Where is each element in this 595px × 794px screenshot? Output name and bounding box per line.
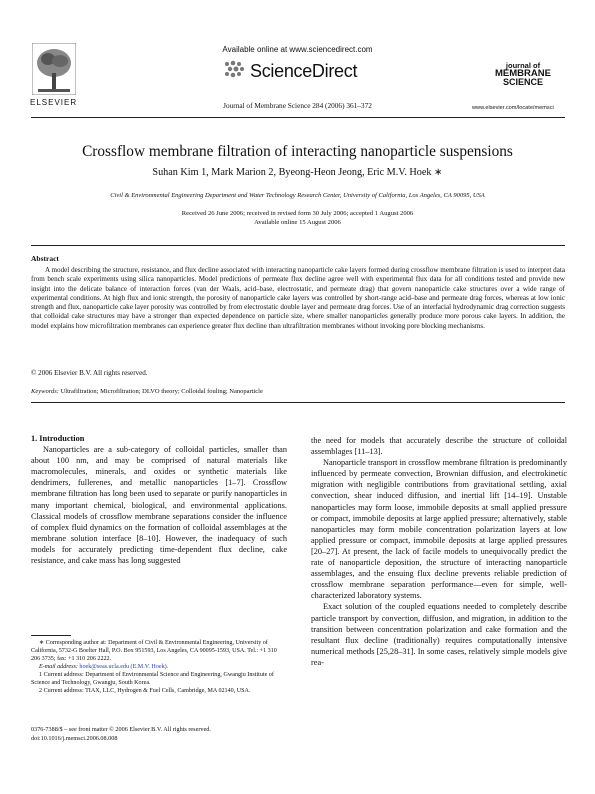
body-paragraph: Exact solution of the coupled equations needed to completely describe particle transport by convection, diffusion, and migration, in addition to the transition between concentration polarization and cake formation and the resultant flux decline (traditionally) requires computationally intensive numerical methods [25,28–31]. In some cases, relatively simple models give rea- [311,602,567,667]
journal-logo [481,62,565,86]
sciencedirect-wordmark: ScienceDirect [250,61,358,81]
article-title: Crossflow membrane filtration of interacting nanoparticle suspensions [82,143,513,160]
footnote-2: 2 Current address: TIAX, LLC, Hydrogen & Fuel Cells, Cambridge, MA 02140, USA. [39,688,251,694]
body-paragraph: Nanoparticles are a sub-category of colloidal particles, smaller than about 100 nm, and may be comprised of natural materials like macromolecules, minerals, and oxides or synthetic materials like dendrimers, fullerenes, and metallic nanoparticles [1–7]. Crossflow membrane filtration has long been used to separate or purify nanoparticles in many important chemical, biological, and environmental applications. Classical models of crossflow membrane separations consider the influence of complex fluid dynamics on the formation of colloidal assemblages at the membrane solution interface [8–10]. However, the inadequacy of such models for accurately predicting time-dependent flux decline, cake resistance, and cake mass has long suggested [31,445,287,566]
journal-logo-line: journal of [505,61,541,70]
keywords-label: Keywords: [31,388,59,395]
journal-logo-line: SCIENCE [502,77,543,87]
right-column [311,435,567,668]
footnote-corresponding: ∗ Corresponding author at: Department of Civil & Environmental Engineering, University of California, 5732-G Boelter Hall, P.O. Box 951593, Los Angeles, CA 90095-1593, USA. Tel.: +1 310 206 3735; fax: +1 310 206 2222. [31,640,277,662]
abstract-bottom-rule [31,402,565,403]
footnotes [31,639,287,695]
affiliation: Civil & Environmental Engineering Department and Water Technology Research Center, University of California, Los Angeles, CA 90095, USA [110,192,485,199]
email-label: E-mail address: [39,664,78,670]
header-rule [31,117,565,118]
keywords-list: Ultrafiltration; Microfiltration; DLVO theory; Colloidal fouling; Nanoparticle [60,388,263,395]
abstract-heading: Abstract [31,254,59,263]
body-paragraph: Nanoparticle transport in crossflow membrane filtration is predominantly influenced by permeate convection, Brownian diffusion, and electrokinetic migration with negligible contributions from gravitational settling, axial convection, shear induced diffusion, and inertial lift [14–19]. Unstable nanoparticles may form loose, immobile deposits at small applied pressure or compact, immobile deposits at large applied pressure; alternatively, stable nanoparticles may form mobile concentration polarization layers at low applied pressure or compact, immobile deposits at large applied pressures [20–27]. At present, the lack of facile models to unequivocally predict the rate of nanoparticle deposition, the structure of interacting nanoparticle assemblages, and the ensuing flux decline prevents reliable prediction of crossflow membrane separation performance—even for simple, well-characterized laboratory systems. [311,458,567,601]
section-heading: 1. Introduction [31,434,85,443]
email-link[interactable]: hoek@seas.ucla.edu (E.M.V. Hoek). [79,664,169,670]
footnote-rule [31,635,71,636]
received-dates: Received 26 June 2006; received in revised form 30 July 2006; accepted 1 August 2006 [181,210,414,217]
author-list: Suhan Kim 1, Mark Marion 2, Byeong-Heon Jeong, Eric M.V. Hoek ∗ [152,167,443,178]
available-online-text: Available online at www.sciencedirect.com [222,45,373,54]
footnote-email [31,663,287,671]
online-date: Available online 15 August 2006 [254,219,341,226]
footnote-1: 1 Current address: Department of Environmental Science and Engineering, Gwangju Institute of Science and Technology, Gwangju, South Korea. [31,672,274,686]
abstract-top-rule [31,245,565,246]
abstract-text: A model describing the structure, resistance, and flux decline associated with interacting nanoparticle cake layers formed during crossflow membrane filtration is used to interpret data from bench scale experiments using silica nanoparticles. Model predictions of permeate flux decline agree well with experimental flux data for all conditions tested and provide new insight into the delicate balance of interaction forces (van der Waals, acid–base, electrostatic, and permeate drag) that govern nanoparticle cake structures over a wide range of experimental conditions. At high flux and ionic strength, the porosity of nanoparticle cake layers was controlled by short-range acid–base and permeate drag forces, whereas at low ionic strength and flux, nanoparticle cake layer porosity was controlled by from electrostatic double layer and permeate drag forces. Use of an interfacial hydrodynamic drag correction suggests that colloidal cake structures may have a stronger than expected dependence on particle size, where smaller nanoparticles generally produce more porous cake layers. In addition, the model explains how microfiltration membranes can experience greater flux decline than ultrafiltration membranes without invoking pore blocking mechanisms. [31,266,565,330]
journal-url[interactable]: www.elsevier.com/locate/memsci [472,105,554,111]
left-column [31,433,287,566]
keywords [31,388,263,395]
body-paragraph: the need for models that accurately describe the structure of colloidal assemblages [11–13]. [311,436,567,457]
journal-logo-line: MEMBRANE [495,68,551,79]
sciencedirect-logo-icon [222,60,248,80]
issn-line: 0376-7388/$ – see front matter © 2006 Elsevier B.V. All rights reserved. [31,726,211,733]
publisher-name: ELSEVIER [30,98,78,107]
abstract-copyright: © 2006 Elsevier B.V. All rights reserved. [31,369,148,377]
issn-doi-block [31,726,211,743]
doi-link[interactable]: doi:10.1016/j.memsci.2006.08.008 [31,734,118,742]
journal-citation: Journal of Membrane Science 284 (2006) 361–372 [223,101,372,110]
